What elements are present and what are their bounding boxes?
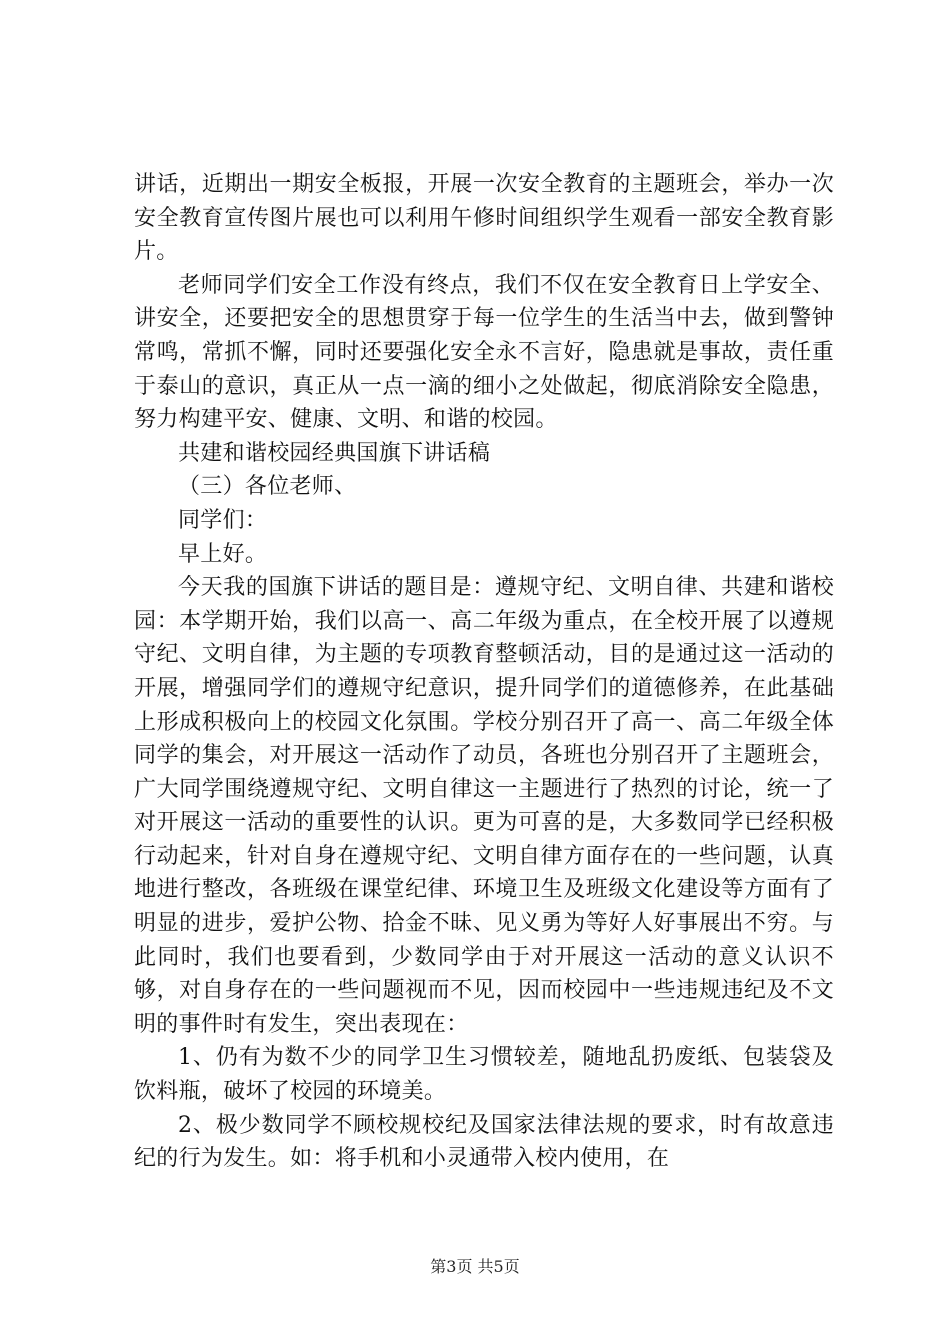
document-body <box>134 168 834 1176</box>
paragraph: （三）各位老师、 <box>178 474 357 500</box>
page-number: 第3页 共5页 <box>430 1257 520 1276</box>
list-item: 1、仍有为数不少的同学卫生习惯较差，随地乱扔废纸、包装袋及饮料瓶，破坏了校园的环境美。 <box>134 1045 834 1105</box>
paragraph: 今天我的国旗下讲话的题目是：遵规守纪、文明自律、共建和谐校园：本学期开始，我们以高一、高二年级为重点，在全校开展了以遵规守纪、文明自律，为主题的专项教育整顿活动，目的是通过这一活动的开展，增强同学们的遵规守纪意识，提升同学们的道德修养，在此基础上形成积极向上的校园文化氛围。学校分别召开了高一、高二年级全体同学的集会，对开展这一活动作了动员，各班也分别召开了主题班会，广大同学围绕遵规守纪、文明自律这一主题进行了热烈的讨论，统一了对开展这一活动的重要性的认识。更为可喜的是，大多数同学已经积极行动起来，针对自身在遵规守纪、文明自律方面存在的一些问题，认真地进行整改，各班级在课堂纪律、环境卫生及班级文化建设等方面有了明显的进步，爱护公物、拾金不昧、见义勇为等好人好事展出不穷。与此同时，我们也要看到，少数同学由于对开展这一活动的意义认识不够，对自身存在的一些问题视而不见，因而校园中一些违规违纪及不文明的事件时有发生，突出表现在： <box>134 575 834 1037</box>
paragraph: 早上好。 <box>178 541 268 567</box>
list-item: 2、极少数同学不顾校规校纪及国家法律法规的要求，时有故意违纪的行为发生。如：将手机和小灵通带入校内使用，在 <box>134 1112 834 1172</box>
paragraph: 讲话，近期出一期安全板报，开展一次安全教育的主题班会，举办一次安全教育宣传图片展也可以利用午修时间组织学生观看一部安全教育影片。 <box>134 172 834 265</box>
paragraph: 老师同学们安全工作没有终点，我们不仅在安全教育日上学安全、讲安全，还要把安全的思想贯穿于每一位学生的生活当中去，做到警钟常鸣，常抓不懈，同时还要强化安全永不言好，隐患就是事故，责任重于泰山的意识，真正从一点一滴的细小之处做起，彻底消除安全隐患，努力构建平安、健康、文明、和谐的校园。 <box>134 272 834 433</box>
paragraph: 同学们： <box>178 507 268 533</box>
section-heading: 共建和谐校园经典国旗下讲话稿 <box>178 440 491 466</box>
